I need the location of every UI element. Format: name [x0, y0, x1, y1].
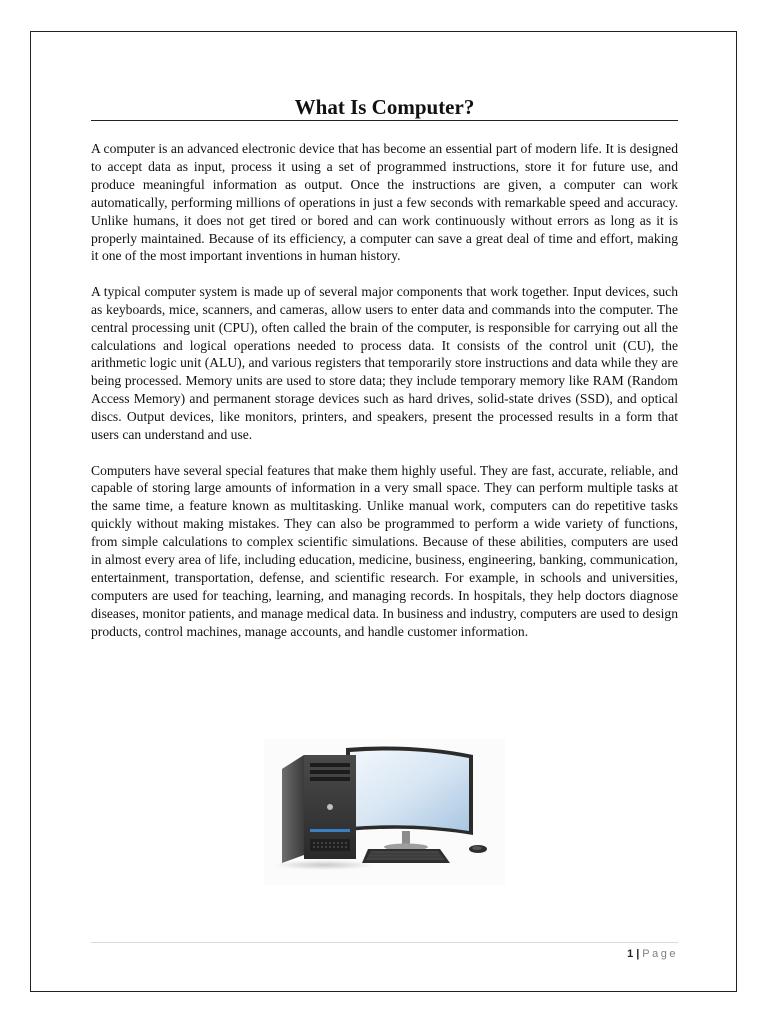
page-number: 1 [627, 948, 634, 960]
desktop-computer-icon [264, 739, 505, 885]
keyboard [362, 849, 450, 863]
desktop-computer-image [264, 739, 505, 885]
paragraph-1: A computer is an advanced electronic device that has become an essential part of modern life. It is designed to accept data as input, process it using a set of programmed instructions, store it for future use, and produce meaningful information as output. Once the instructions are given, a computer can work automatically, performing millions of operations in just a few seconds with remarkable speed and accuracy. Unlike humans, it does not get tired or bored and can work continuously without errors as long as it is properly maintained. Because of its efficiency, a computer can save a great deal of time and effort, making it one of the most important inventions in human history. [91, 141, 678, 264]
page-footer [627, 947, 678, 961]
title-block [91, 95, 678, 121]
footer-divider [91, 942, 678, 943]
document-body [91, 140, 678, 658]
footer-separator: | [636, 948, 640, 960]
page-title: What Is Computer? [294, 95, 475, 119]
monitor [346, 747, 473, 851]
paragraph-3: Computers have several special features that make them highly useful. They are fast, accurate, reliable, and capable of storing large amounts of information in a very small space. They can perform multiple tasks at the same time, a feature known as multitasking. Unlike manual work, computers can do repetitive tasks quickly without making mistakes. They can also be programmed to perform a wide variety of functions, from simple calculations to complex scientific simulations. Because of these abilities, computers are used in almost every area of life, including education, medicine, business, engineering, banking, communication, entertainment, transportation, defense, and scientific research. For example, in schools and universities, computers are used for teaching, learning, and managing records. In hospitals, they help doctors diagnose diseases, monitor patients, and manage medical data. In business and industry, computers are used to design products, control machines, manage accounts, and handle customer information. [91, 462, 678, 639]
mouse [469, 845, 487, 853]
page-label: Page [642, 948, 678, 960]
paragraph-2: A typical computer system is made up of several major components that work together. Input devices, such as keyboards, mice, scanners, and cameras, allow users to enter data and commands into the computer. The central processing unit (CPU), often called the brain of the computer, is responsible for carrying out all the calculations and logical operations needed to process data. It consists of the control unit (CU), the arithmetic logic unit (ALU), and various registers that temporarily store instructions and data while they are being processed. Memory units are used to store data; they include temporary memory like RAM (Random Access Memory) and permanent storage devices such as hard drives, solid-state drives (SSD), and optical discs. Output devices, like monitors, printers, and speakers, present the processed results in a form that users can understand and use. [91, 283, 678, 443]
